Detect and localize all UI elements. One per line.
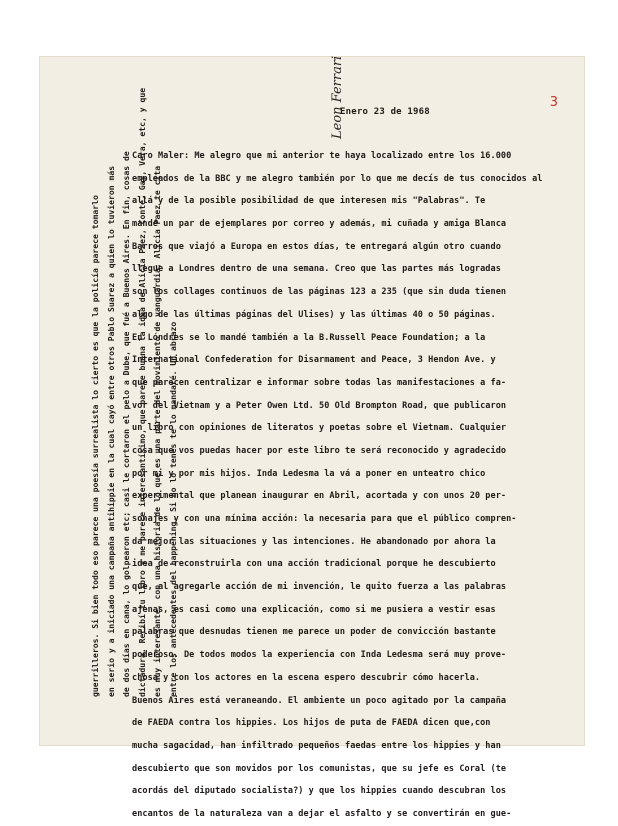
letter-line: Barros que viajó a Europa en estos días, te entregará algún otro cuando (132, 241, 501, 252)
handwritten-signature: Leon Ferrari (330, 55, 345, 139)
letter-page (40, 55, 584, 819)
letter-line: International Confederation for Disarmament and Peace, 3 Hendon Ave. y (132, 355, 496, 366)
letter-line: encantos de la naturaleza van a dejar el asfalto y se convertirán en gue- (132, 808, 512, 819)
margin-line: entre los antecedentes del happening. Si no lo tenés te lo mandaré. Un abrazo (167, 321, 178, 697)
margin-line: de dos días en cana, lo golpearon etc; casi le cortaron el pelo a Dube, que fué a Buenos Aires. En fin, cosas de (121, 151, 131, 697)
letter-line: de FAEDA contra los hippies. Los hijos de puta de FAEDA dicen que,con (132, 718, 491, 729)
letter-line: algo de las últimas páginas del Ulises) y las últimas 40 o 50 páginas. (132, 309, 496, 320)
letter-line: da mejor las situaciones y las intenciones. He abandonado por ahora la (132, 536, 496, 547)
letter-line: ajenas, es casi como una explicación, como si me pusiera a vestir esas (132, 604, 496, 615)
letter-line: idea de reconstruirla con una acción tradicional porque he descubierto (132, 559, 496, 570)
margin-line: guerrilleros. Si bien todo eso parece una poesía surrealista lo cierto es que la policía parece tomarlo (90, 195, 100, 697)
letter-line: cosa que vos puedas hacer por este libro te será reconocido y agradecido (132, 445, 507, 456)
letter-line: mandé un par de ejemplares por correo y además, mi cuñada y amiga Blanca (132, 219, 507, 230)
letter-date: Enero 23 de 1968 (340, 107, 430, 117)
letter-line: acordás del diputado socialista?) y que los hippies cuando descubran los (132, 786, 507, 797)
margin-line: dictadura. Recibí tu libro y me parece interesantísimo, que parece buena la idea de Alicia Paez, Conte, Gay, Vera, etc, y que (136, 87, 147, 697)
letter-body (132, 145, 578, 826)
letter-line: empleados de la BBC y me alegro también por lo que me decís de tus conocidos al (132, 173, 543, 184)
letter-line: Caro Maler: Me alegro que mi anterior te haya localizado entre los 16.000 (132, 151, 512, 161)
letter-line: son los collages continuos de las páginas 123 a 235 (que sin duda tienen (132, 287, 507, 298)
letter-line: descubierto que son movidos por los comunistas, que su jefe es Coral (te (132, 763, 507, 774)
letter-line: experimental que planean inaugurar en Abril, acortada y con unos 20 per- (132, 491, 507, 502)
margin-line: en serio y a iniciado una campaña antihippie en la cual cayó entre otros Pablo Suarez a quien lo tuvieron más (105, 165, 116, 697)
letter-line: vor del Vietnam y a Peter Owen Ltd. 50 Old Brompton Road, que publicaron (132, 400, 507, 411)
letter-line: poderoso. De todos modos la experiencia con Inda Ledesma será muy prove- (132, 650, 507, 661)
letter-line: un libro con opiniones de literatos y poetas sobre el Vietnam. Cualquier (132, 423, 507, 434)
letter-line: chosa y con los actores en la escena espero descubrir cómo hacerla. (132, 672, 481, 683)
margin-line: es muy interesante, con una historia de lo que es una parte del movimiento de vanguardia; Alicia Paez te cita (152, 165, 162, 697)
letter-line: que parecen centralizar e informar sobre todas las manifestaciones a fa- (132, 377, 507, 388)
page-number: 3 (549, 95, 558, 110)
letter-line: mucha sagacidad, han infiltrado pequeños faedas entre los hippies y han (132, 740, 501, 751)
margin-postscript (88, 77, 178, 697)
letter-line: En Lóndres se lo mandé también a la B.Russell Peace Foundation; a la (132, 332, 486, 343)
letter-line: palabras que desnudas tienen me parece un poder de convicción bastante (132, 627, 496, 638)
letter-line: que, al agregarle acción de mi invención, le quito fuerza a las palabras (132, 582, 507, 593)
letter-line: por mi y por mis hijos. Inda Ledesma la vá a poner en unteatro chico (132, 468, 486, 479)
letter-line: allá y de la posible posibilidad de que interesen mis "Palabras". Te (132, 196, 486, 207)
letter-line: sonajes y con una mínima acción: la necesaria para que el público compren- (132, 514, 517, 524)
letter-line: llegue a Londres dentro de una semana. Creo que las partes más logradas (132, 264, 501, 275)
letter-line: Buenos Aires está veraneando. El ambiente un poco agitado por la campaña (132, 695, 507, 706)
